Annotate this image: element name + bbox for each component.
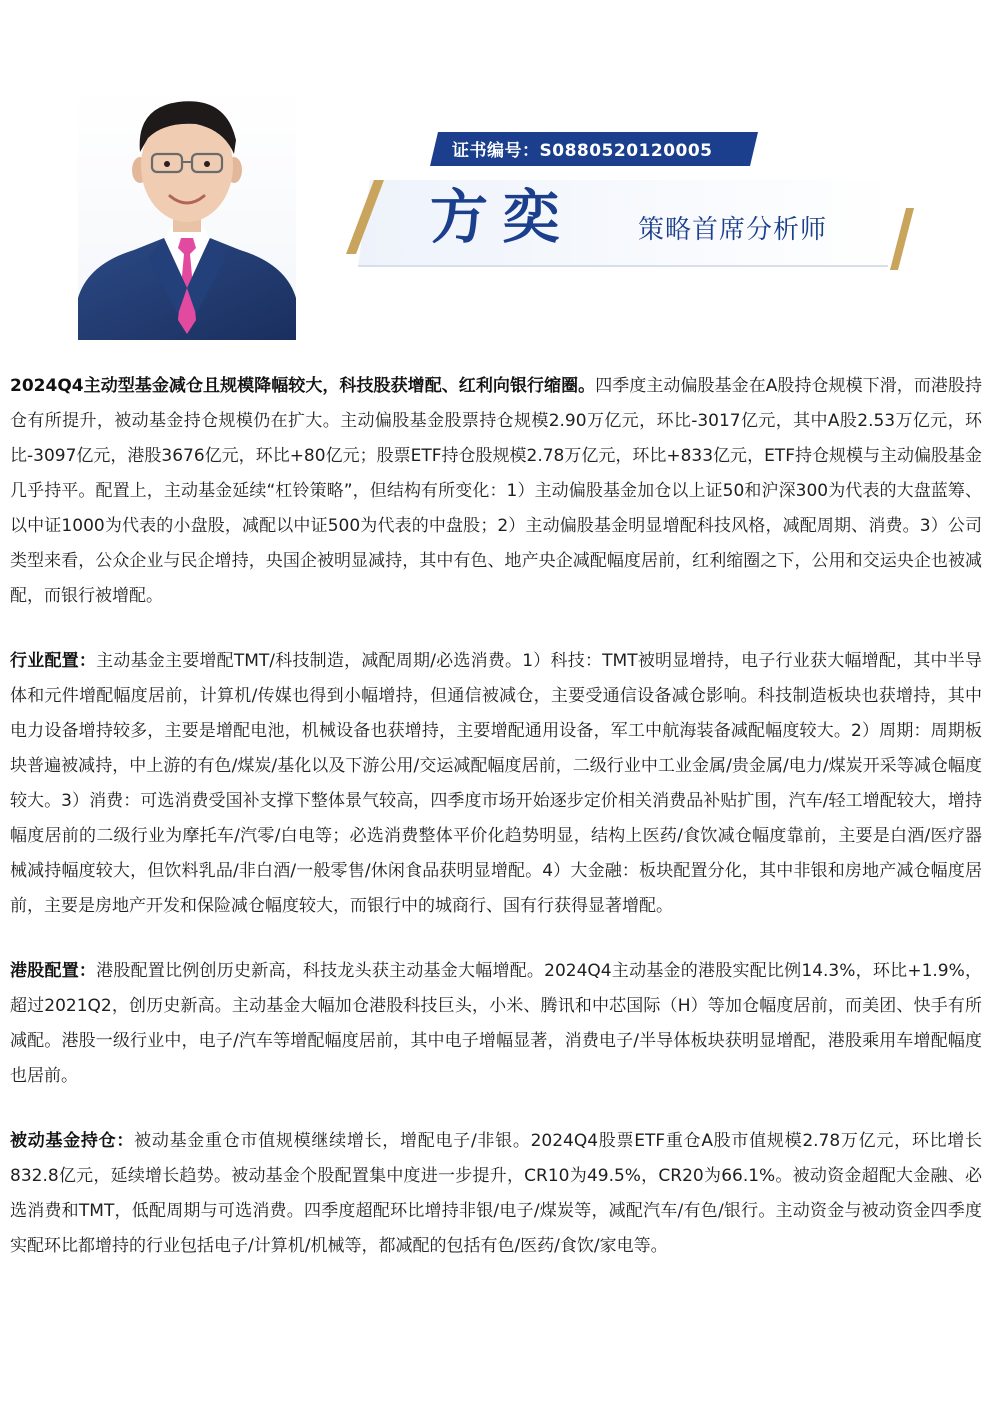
- paragraph-heading: 港股配置：: [10, 961, 97, 981]
- paragraph-body: 港股配置比例创历史新高，科技龙头获主动基金大幅增配。2024Q4主动基金的港股实配比例14.3%，环比+1.9%，超过2021Q2，创历史新高。主动基金大幅加仓港股科技巨头，小米、腾讯和中芯国际（H）等加仓幅度居前，而美团、快手有所减配。港股一级行业中，电子/汽车等增配幅度居前，其中电子增幅显著，消费电子/半导体板块获明显增配，港股乘用车增配幅度也居前。: [10, 961, 982, 1086]
- analyst-header: [0, 0, 992, 345]
- paragraph-heading: 2024Q4主动型基金减仓且规模降幅较大，科技股获增配、红利向银行缩圈。: [10, 376, 596, 396]
- paragraph-industry-allocation: [10, 644, 982, 924]
- paragraph-heading: 行业配置：: [10, 651, 97, 671]
- paragraph-heading: 被动基金持仓：: [10, 1131, 135, 1151]
- analyst-portrait: [78, 88, 296, 340]
- report-summary: [10, 369, 982, 1264]
- paragraph-body: 主动基金主要增配TMT/科技制造，减配周期/必选消费。1）科技：TMT被明显增持，电子行业获大幅增配，其中半导体和元件增配幅度居前，计算机/传媒也得到小幅增持，但通信被减仓，主要受通信设备减仓影响。科技制造板块也获增持，其中电力设备增持较多，主要是增配电池，机械设备也获增持，主要增配通用设备，军工中航海装备减配幅度较大。2）周期：周期板块普遍被减持，中上游的有色/煤炭/基化以及下游公用/交运减配幅度居前，二级行业中工业金属/贵金属/电力/煤炭开采等减仓幅度较大。3）消费：可选消费受国补支撑下整体景气较高，四季度市场开始逐步定价相关消费品补贴扩围，汽车/轻工增配较大，增持幅度居前的二级行业为摩托车/汽零/白电等；必选消费整体平价化趋势明显，结构上医药/食饮减仓幅度靠前，主要是白酒/医疗器械减持幅度较大，但饮料乳品/非白酒/一般零售/休闲食品获明显增配。4）大金融：板块配置分化，其中非银和房地产减仓幅度居前，主要是房地产开发和保险减仓幅度较大，而银行中的城商行、国有行获得显著增配。: [10, 651, 982, 916]
- analyst-title: 策略首席分析师: [638, 215, 828, 245]
- paragraph-overview: [10, 369, 982, 614]
- analyst-name: 方奕: [430, 183, 575, 251]
- paragraph-passive-funds: [10, 1124, 982, 1264]
- paragraph-body: 四季度主动偏股基金在A股持仓规模下滑，而港股持仓有所提升，被动基金持仓规模仍在扩大。主动偏股基金股票持仓规模2.90万亿元，环比-3017亿元，其中A股2.53万亿元，环比-3097亿元，港股3676亿元，环比+80亿元；股票ETF持仓股规模2.78万亿元，环比+833亿元，ETF持仓规模与主动偏股基金几乎持平。配置上，主动基金延续“杠铃策略”，但结构有所变化：1）主动偏股基金加仓以上证50和沪深300为代表的大盘蓝筹、以中证1000为代表的小盘股，减配以中证500为代表的中盘股；2）主动偏股基金明显增配科技风格，减配周期、消费。3）公司类型来看，公众企业与民企增持，央国企被明显减持，其中有色、地产央企减配幅度居前，红利缩圈之下，公用和交运央企也被减配，而银行被增配。: [10, 376, 982, 606]
- analyst-portrait-illustration: [78, 88, 296, 340]
- paragraph-hk-allocation: [10, 954, 982, 1094]
- certificate-number: 证书编号：S0880520120005: [452, 141, 713, 161]
- paragraph-body: 被动基金重仓市值规模继续增长，增配电子/非银。2024Q4股票ETF重仓A股市值规模2.78万亿元，环比增长832.8亿元，延续增长趋势。被动基金个股配置集中度进一步提升，CR10为49.5%，CR20为66.1%。被动资金超配大金融、必选消费和TMT，低配周期与可选消费。四季度超配环比增持非银/电子/煤炭等，减配汽车/有色/银行。主动资金与被动资金四季度实配环比都增持的行业包括电子/计算机/机械等，都减配的包括有色/医药/食饮/家电等。: [10, 1131, 983, 1256]
